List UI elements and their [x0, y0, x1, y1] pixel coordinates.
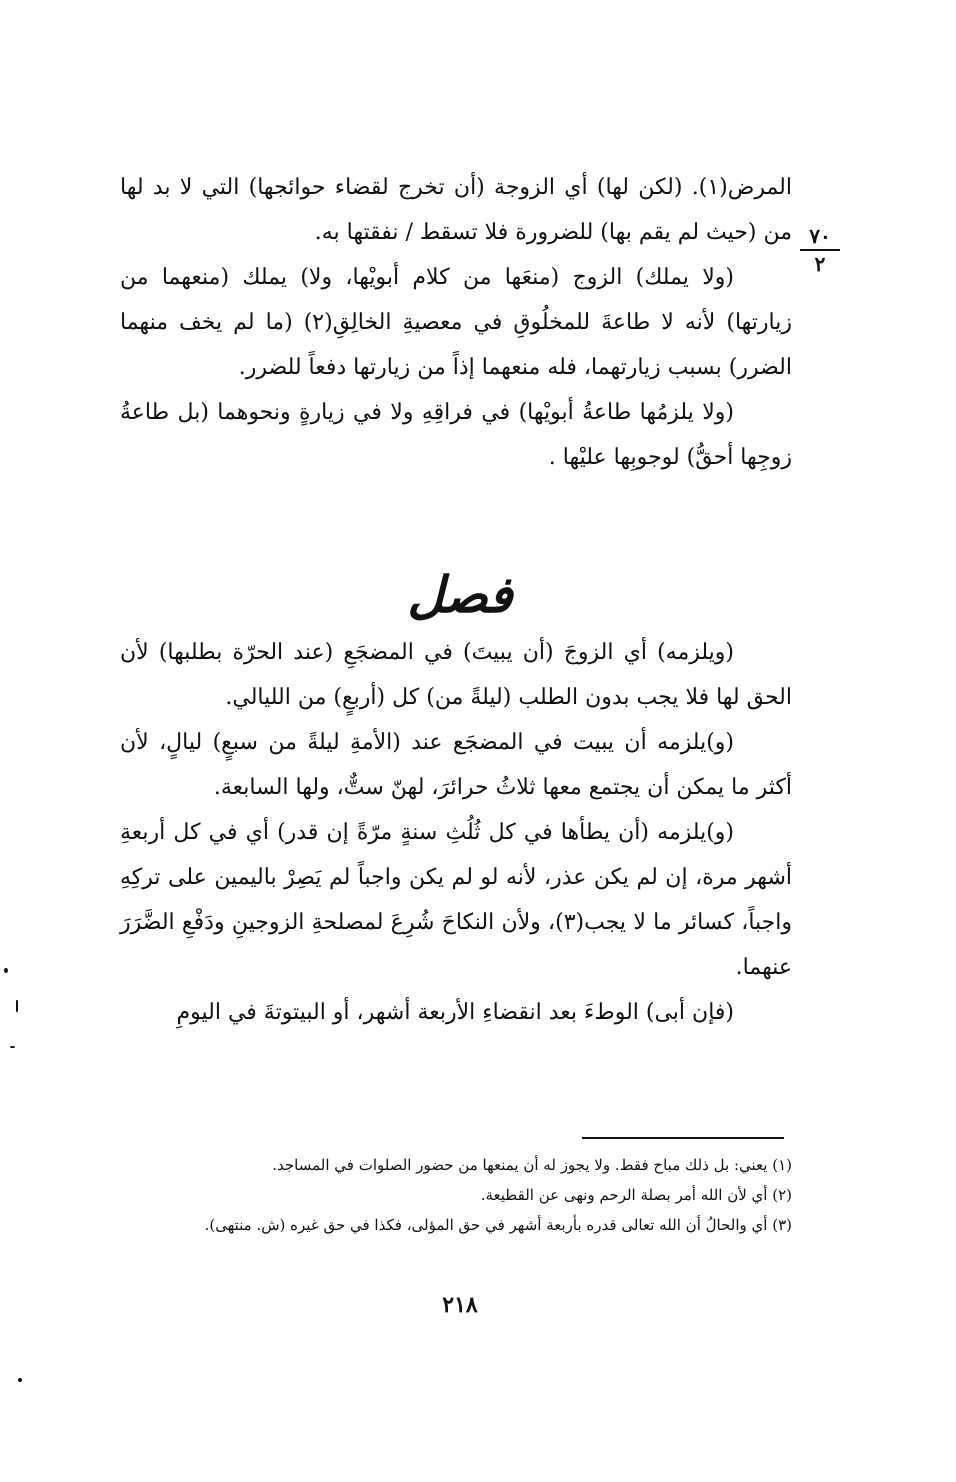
margin-reference-top: ٧٠ [800, 225, 840, 251]
scan-speck [16, 1000, 18, 1012]
paragraph: (و)يلزمه أن يبيت في المضجَع عند (الأمةِ ليلةً من سبعٍ) ليالٍ، لأن أكثر ما يمكن أن يجتمع معها ثلاثُ حرائرَ، لهنّ ستٌّ، ولها السابعة. [120, 730, 792, 800]
footnote: (١) يعني: بل ذلك مباح فقط. ولا يجوز له أن يمنعها من حضور الصلوات في المساجد. [272, 1156, 792, 1174]
footnote: (٣) أي والحالُ أن الله تعالى قدره بأربعة أشهر في حق المؤلى، فكذا في حق غيره (ش. منتهى). [204, 1216, 792, 1234]
top-text-block [120, 165, 792, 480]
paragraph: (ولا يلزمُها طاعةُ أبويْها) في فراقِهِ ولا في زيارةٍ ونحوهما (بل طاعةُ زوجِها أحقُّ) لوجوبِها عليْها . [120, 400, 792, 470]
section-text-block [120, 630, 792, 1035]
scan-speck [4, 968, 8, 973]
scan-speck [18, 1378, 22, 1382]
paragraph: المرض(١). (لكن لها) أي الزوجة (أن تخرج لقضاء حوائجها) التي لا بد لها من (حيث لم يقم بها) للضرورة فلا تسقط / نفقتها به. [120, 175, 792, 245]
scan-speck [10, 1046, 15, 1048]
paragraph: (ولا يملك) الزوج (منعَها من كلام أبويْها، ولا) يملك (منعهما من زيارتها) لأنه لا طاعةَ للمخلُوقِ في معصيةِ الخالِقِ(٢) (ما لم يخف منهما الضرر) بسبب زيارتهما، فله منعهما إذاً من زيارتها دفعاً للضرر. [120, 265, 792, 380]
paragraph: (فإن أبى) الوطءَ بعد انقضاءِ الأربعة أشهر، أو البيتوتةَ في اليومِ [176, 1000, 734, 1025]
page-number: ٢١٨ [442, 1292, 478, 1318]
footnote-divider [582, 1137, 784, 1139]
paragraph: (و)يلزمه (أن يطأها في كل ثُلُثِ سنةٍ مرّةً إن قدر) أي في كل أربعةِ أشهر مرة، إن لم يكن عذر، لأنه لو لم يكن واجباً لم يَصِرْ باليمين على تركِهِ واجباً، كسائر ما لا يجب(٣)، ولأن النكاحَ شُرِعَ لمصلحةِ الزوجينِ ودَفْعِ الضَّرَرَ عنهما. [120, 820, 792, 980]
paragraph: (ويلزمه) أي الزوجَ (أن يبيتَ) في المضجَعِ (عند الحرّة بطلبها) لأن الحق لها فلا يجب بدون الطلب (ليلةً من) كل (أربعٍ) من الليالي. [120, 640, 792, 710]
footnotes [120, 1150, 792, 1240]
margin-page-reference [800, 225, 840, 275]
margin-reference-bottom: ٢ [814, 252, 826, 276]
footnote: (٢) أي لأن الله أمر بصلة الرحم ونهى عن القطيعة. [480, 1186, 792, 1204]
section-heading: فصل [407, 565, 513, 624]
